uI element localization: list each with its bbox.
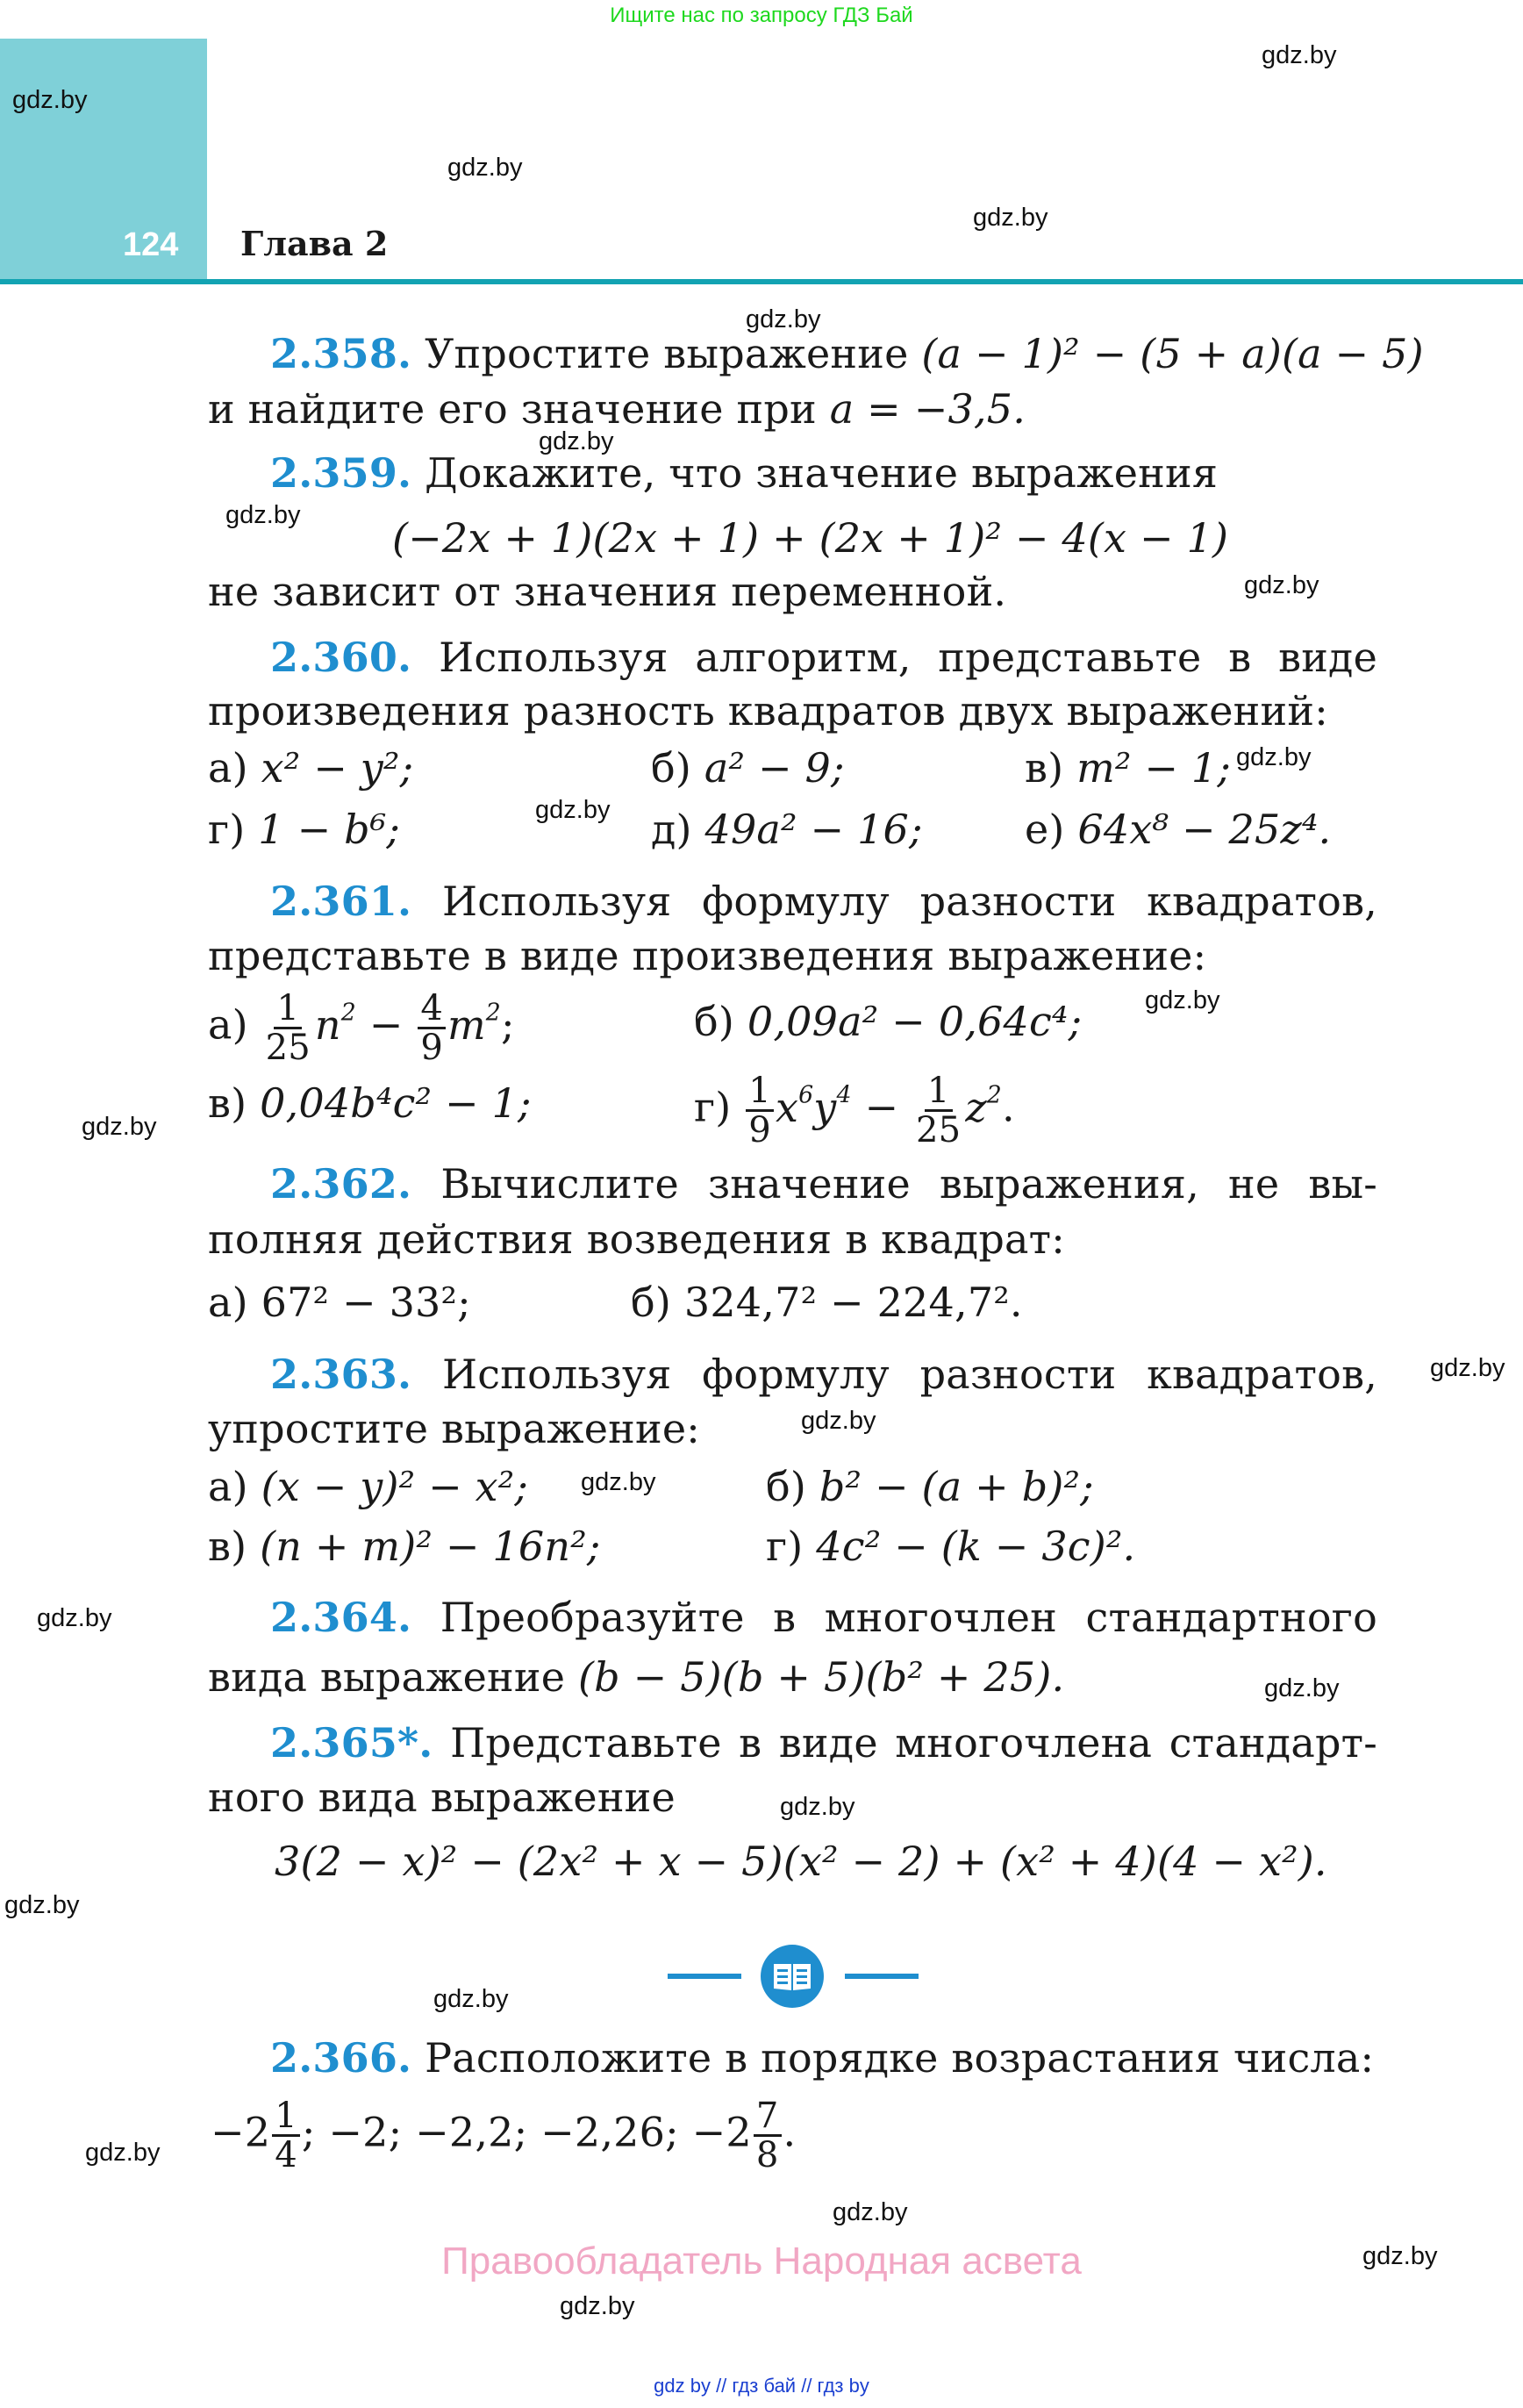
watermark: gdz.by <box>801 1407 876 1435</box>
item-label: г) <box>766 1523 804 1570</box>
item-a: а) $\frac{1}{25}$ $n^2$ − $\frac{4}{9}$ $m^2$; <box>208 988 515 1068</box>
item-label: б) <box>766 1463 807 1510</box>
watermark: gdz.by <box>1262 41 1337 69</box>
problem-number: 2.359. <box>270 449 412 497</box>
fraction: $\frac{1}{4}$ <box>272 2097 300 2174</box>
problem-2-364-line2 <box>208 1653 1065 1701</box>
item-c <box>208 1523 601 1570</box>
watermark: gdz.by <box>225 501 301 529</box>
watermark: gdz.by <box>560 2292 635 2320</box>
watermark: gdz.by <box>85 2139 161 2167</box>
watermark: gdz.by <box>433 1985 509 2013</box>
math-expression: (−2x + 1)(2x + 1) + (2x + 1)² − 4(x − 1) <box>392 514 1229 562</box>
math-expression: 324,7² − 224,7². <box>683 1279 1023 1326</box>
problem-text: ного вида выражение <box>208 1774 676 1821</box>
watermark: gdz.by <box>780 1793 855 1821</box>
item-c <box>1025 744 1232 792</box>
math-expression: (a − 1)² − (5 + a)(a − 5) <box>921 330 1424 377</box>
problem-number: 2.363. <box>270 1351 412 1398</box>
problem-text: упростите выражение: <box>208 1405 700 1452</box>
problem-text: Используя формулу разности квадратов, <box>441 1351 1377 1398</box>
divider-line-right <box>845 1974 919 1979</box>
fraction: $\frac{4}{9}$ <box>418 990 446 1066</box>
math-expression: a = −3,5. <box>829 385 1026 433</box>
problem-2-362 <box>208 1160 1377 1208</box>
header-rule <box>0 279 1523 284</box>
math-expression: (n + m)² − 16n²; <box>260 1523 601 1570</box>
watermark: gdz.by <box>539 427 614 455</box>
open-book-icon-glyph <box>772 1960 812 1992</box>
problem-2-358 <box>270 330 1424 377</box>
math-expression: x² − y²; <box>261 744 414 792</box>
math-expression: 0,09a² − 0,64c⁴; <box>747 998 1083 1045</box>
math-expression: (x − y)² − x²; <box>261 1463 529 1510</box>
watermark: gdz.by <box>447 154 523 182</box>
problem-number: 2.361. <box>270 878 412 925</box>
footer-links[interactable]: gdz by // гдз бай // гдз by <box>654 2375 869 2397</box>
item-b <box>766 1463 1094 1510</box>
problem-2-360 <box>208 634 1377 681</box>
math-expression: m² − 1; <box>1076 744 1232 792</box>
watermark: gdz.by <box>4 1891 80 1919</box>
item-label: г) <box>208 806 246 853</box>
item-b <box>694 998 1083 1045</box>
problem-number: 2.364. <box>270 1594 412 1641</box>
problem-text: Упростите выражение <box>425 330 909 377</box>
problem-number: 2.362. <box>270 1160 412 1208</box>
problem-2-366 <box>270 2034 1375 2082</box>
divider-line-left <box>668 1974 741 1979</box>
item-label: б) <box>694 998 735 1045</box>
math-expression: 0,04b⁴c² − 1; <box>260 1079 532 1127</box>
item-label: в) <box>208 1523 247 1570</box>
item-c <box>208 1079 532 1127</box>
item-a <box>208 1463 529 1510</box>
item-label: б) <box>631 1279 672 1326</box>
math-expression: 64x⁸ − 25z⁴. <box>1077 806 1332 853</box>
problem-text: Преобразуйте в многочлен стандартного <box>440 1594 1377 1641</box>
math-expression: a² − 9; <box>704 744 845 792</box>
math-expression: 67² − 33²; <box>261 1279 471 1326</box>
fraction: $\frac{1}{25}$ <box>916 1071 962 1150</box>
problem-2-363 <box>208 1351 1377 1398</box>
problem-text: Используя формулу разности квадратов, <box>441 878 1377 925</box>
item-label: б) <box>651 744 692 792</box>
item-label: а) <box>208 1279 248 1326</box>
fraction: $\frac{1}{25}$ <box>265 988 311 1068</box>
item-label: в) <box>208 1079 247 1127</box>
chapter-title: Глава 2 <box>240 224 389 263</box>
problem-text: Представьте в виде многочлена стандарт- <box>450 1719 1377 1767</box>
problem-text: полняя действия возведения в квадрат: <box>208 1215 1065 1263</box>
number-list: −2 $\frac{1}{4}$ ; −2; −2,2; −2,26; −2 $\frac{7}{8}$ . <box>211 2096 797 2175</box>
item-f <box>1025 806 1332 853</box>
problem-text: представьте в виде произведения выражение: <box>208 932 1207 979</box>
page-number: 124 <box>123 226 179 263</box>
problem-2-361 <box>208 878 1377 925</box>
watermark: gdz.by <box>833 2198 908 2226</box>
item-label: в) <box>1025 744 1064 792</box>
item-label: д) <box>651 806 692 853</box>
problem-number: 2.366. <box>270 2034 412 2082</box>
item-d <box>208 806 401 853</box>
problem-text: Используя алгоритм, представьте в виде <box>439 634 1377 681</box>
item-a <box>208 1279 471 1326</box>
watermark: gdz.by <box>1236 743 1312 771</box>
watermark: gdz.by <box>12 86 88 114</box>
problem-number: 2.365*. <box>270 1719 433 1767</box>
watermark: gdz.by <box>1430 1354 1505 1382</box>
item-label: г) <box>694 1083 732 1131</box>
math-expression: (b − 5)(b + 5)(b² + 25). <box>578 1653 1065 1701</box>
item-label: а) <box>208 744 248 792</box>
watermark: gdz.by <box>746 305 821 333</box>
problem-text: Вычислите значение выражения, не вы- <box>440 1160 1377 1208</box>
problem-text: произведения разность квадратов двух выражений: <box>208 687 1328 735</box>
watermark: gdz.by <box>37 1604 112 1632</box>
item-e <box>651 806 923 853</box>
item-b <box>631 1279 1023 1326</box>
watermark: gdz.by <box>82 1113 157 1141</box>
math-expression: b² − (a + b)²; <box>819 1463 1094 1510</box>
open-book-icon <box>761 1945 824 2008</box>
top-search-banner[interactable]: Ищите нас по запросу ГДЗ Бай <box>610 4 913 27</box>
problem-number: 2.360. <box>270 634 412 681</box>
math-expression: 49a² − 16; <box>704 806 923 853</box>
math-expression: 4c² − (k − 3c)². <box>816 1523 1136 1570</box>
problem-number: 2.358. <box>270 330 412 377</box>
fraction: $\frac{1}{9}$ <box>746 1072 774 1149</box>
watermark: gdz.by <box>581 1468 656 1496</box>
rights-holder: Правообладатель Народная асвета <box>441 2240 1082 2283</box>
item-b <box>651 744 845 792</box>
watermark: gdz.by <box>1145 986 1220 1014</box>
item-label: а) <box>208 1000 248 1049</box>
problem-2-358-line2 <box>208 385 1026 433</box>
watermark: gdz.by <box>1362 2242 1438 2270</box>
problem-2-359 <box>270 449 1219 497</box>
problem-text: не зависит от значения переменной. <box>208 568 1007 615</box>
watermark: gdz.by <box>535 796 611 824</box>
problem-2-364 <box>208 1594 1377 1641</box>
math-expression: 3(2 − x)² − (2x² + x − 5)(x² − 2) + (x² + 4)(4 − x²). <box>275 1838 1327 1885</box>
problem-text: Расположите в порядке возрастания числа: <box>425 2034 1375 2082</box>
problem-2-365 <box>208 1719 1377 1767</box>
item-label: а) <box>208 1463 248 1510</box>
math-expression: 1 − b⁶; <box>258 806 401 853</box>
item-label: е) <box>1025 806 1065 853</box>
fraction: $\frac{7}{8}$ <box>754 2097 782 2174</box>
problem-text: и найдите его значение при <box>208 385 817 433</box>
item-a <box>208 744 414 792</box>
problem-text: вида выражение <box>208 1653 566 1701</box>
watermark: gdz.by <box>1244 571 1319 599</box>
item-d: г) $\frac{1}{9}$ $x^6y^4$ − $\frac{1}{25}$ $z^2$. <box>694 1071 1015 1150</box>
watermark: gdz.by <box>1264 1674 1340 1702</box>
watermark: gdz.by <box>973 204 1048 232</box>
item-d <box>766 1523 1136 1570</box>
problem-text: Докажите, что значение выражения <box>425 449 1219 497</box>
